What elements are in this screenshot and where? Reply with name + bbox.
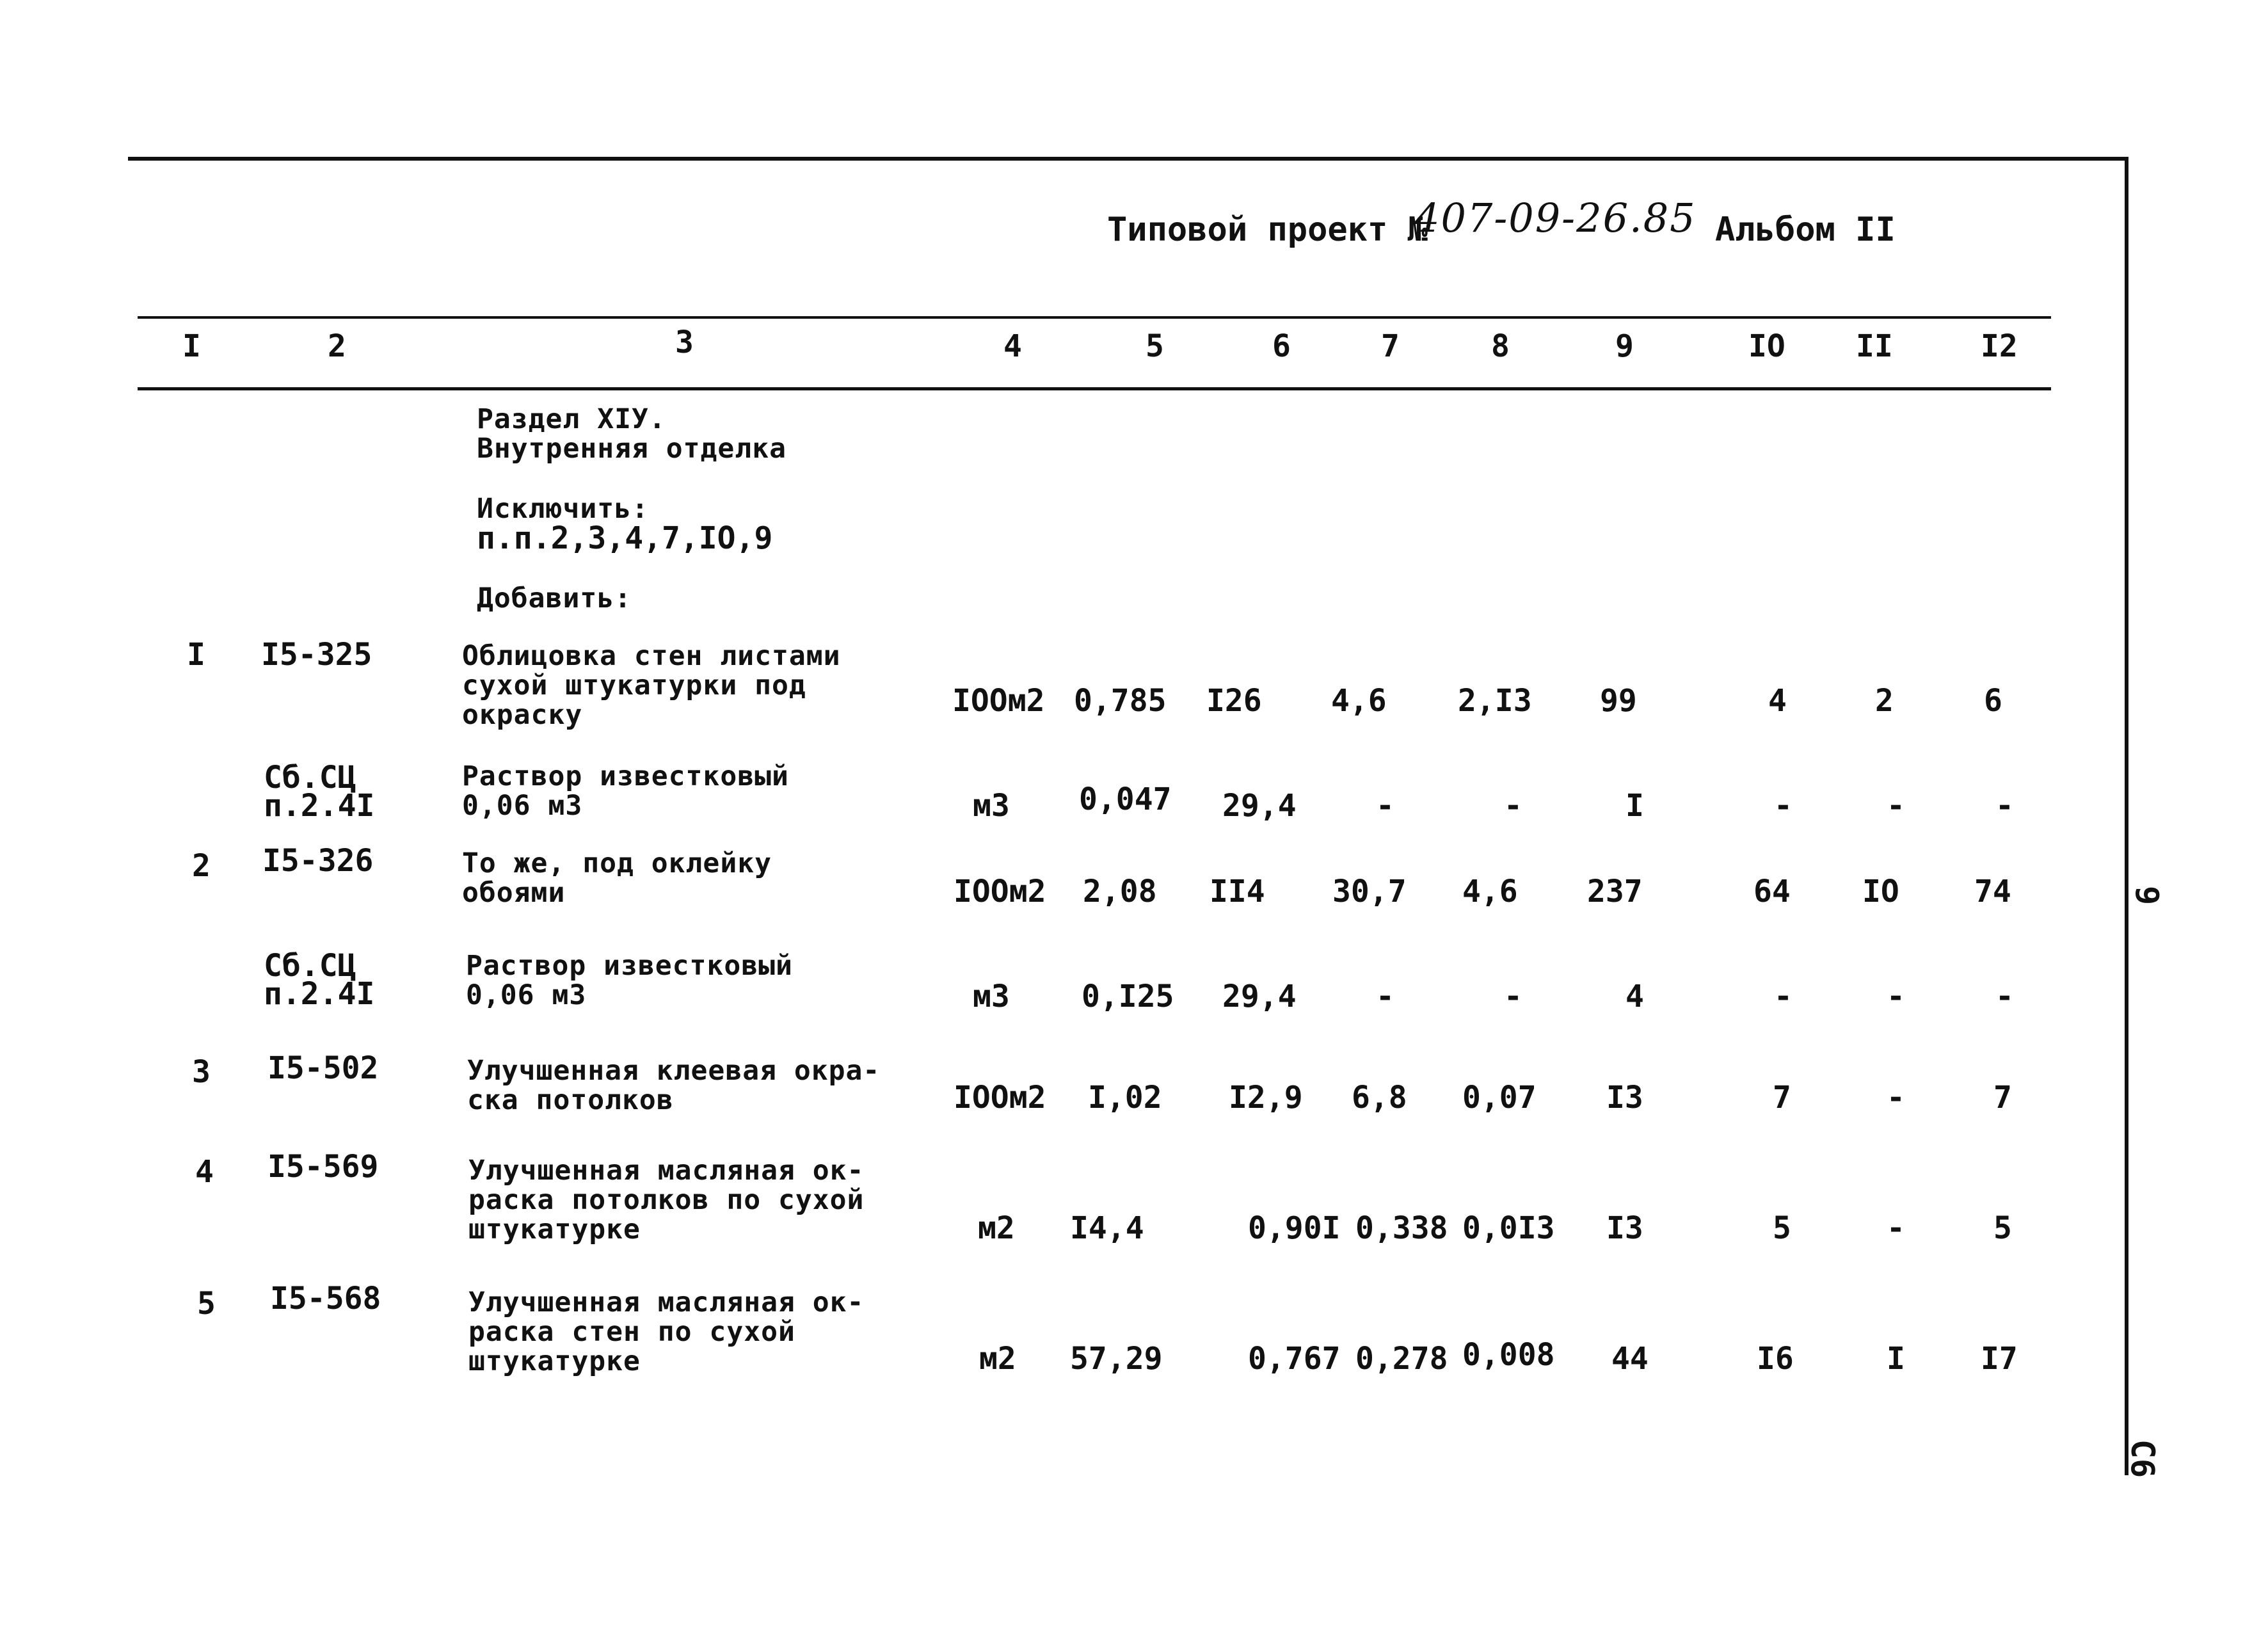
work-description-line: раска стен по сухой xyxy=(468,1316,795,1348)
col9-value: 99 xyxy=(1600,683,1637,719)
col7-value: 30,7 xyxy=(1332,874,1407,909)
unit: м2 xyxy=(979,1341,1016,1377)
col8-value: 0,07 xyxy=(1462,1080,1537,1116)
col12-value: - xyxy=(1995,788,2014,824)
table-header-bottom-line xyxy=(138,387,2051,390)
norm-code: п.2.4I xyxy=(264,976,375,1012)
col11-value: - xyxy=(1887,788,1905,824)
col8-value: 0,008 xyxy=(1462,1337,1555,1373)
work-description-line: ска потолков xyxy=(467,1084,674,1116)
norm-code: I5-326 xyxy=(262,843,374,879)
row-number: I xyxy=(187,637,205,673)
work-description-line: обоями xyxy=(462,877,566,909)
col11-value: - xyxy=(1887,1210,1905,1246)
work-description-line: Раствор известковый xyxy=(462,760,789,792)
col6-value: I26 xyxy=(1206,683,1262,719)
col11-value: - xyxy=(1887,1080,1905,1116)
section-title: Раздел XIУ. xyxy=(477,403,666,435)
quantity: I4,4 xyxy=(1070,1210,1144,1246)
margin-fragment: С6 xyxy=(2124,1439,2162,1478)
norm-code: I5-502 xyxy=(268,1050,379,1086)
col6-value: 0,767 xyxy=(1248,1341,1341,1377)
col11-value: 2 xyxy=(1875,683,1894,719)
section-subtitle: Внутренняя отделка xyxy=(477,433,787,465)
col6-value: I2,9 xyxy=(1229,1080,1303,1116)
norm-code: п.2.4I xyxy=(264,788,375,824)
unit: IOOм2 xyxy=(954,1080,1046,1116)
project-number: 407-09-26.85 xyxy=(1414,195,1697,241)
col6-value: II4 xyxy=(1210,874,1265,909)
work-description-line: Улучшенная клеевая окра- xyxy=(467,1055,881,1087)
work-description-line: То же, под оклейку xyxy=(462,847,772,879)
column-number: 9 xyxy=(1615,328,1634,364)
col12-value: 6 xyxy=(1984,683,2002,719)
work-description-line: Облицовка стен листами xyxy=(462,640,841,672)
col10-value: 64 xyxy=(1753,874,1791,909)
column-number: 2 xyxy=(328,328,346,364)
exclude-label: Исключить: xyxy=(477,493,649,525)
work-description-line: 0,06 м3 xyxy=(462,790,583,822)
col9-value: 44 xyxy=(1611,1341,1649,1377)
norm-code: I5-569 xyxy=(268,1149,379,1185)
add-label: Добавить: xyxy=(477,582,632,614)
work-description-line: Улучшенная масляная ок- xyxy=(468,1286,865,1318)
column-number: 5 xyxy=(1146,328,1164,364)
col10-value: 4 xyxy=(1768,683,1787,719)
column-number: 4 xyxy=(1003,328,1022,364)
top-border-line xyxy=(128,157,2128,161)
unit: IOOм2 xyxy=(952,683,1045,719)
row-number: 3 xyxy=(192,1054,211,1090)
work-description-line: раска потолков по сухой xyxy=(468,1184,865,1216)
col10-value: - xyxy=(1774,788,1793,824)
column-number: I xyxy=(182,328,201,364)
col8-value: 4,6 xyxy=(1462,874,1518,909)
col8-value: 0,0I3 xyxy=(1462,1210,1555,1246)
work-description-line: штукатурке xyxy=(468,1345,641,1377)
col7-value: 0,338 xyxy=(1355,1210,1448,1246)
unit: м3 xyxy=(973,979,1010,1014)
exclude-items: п.п.2,3,4,7,IO,9 xyxy=(477,520,773,556)
row-number: 4 xyxy=(195,1154,214,1190)
unit: IOOм2 xyxy=(954,874,1046,909)
col7-value: - xyxy=(1376,788,1394,824)
work-description-line: штукатурке xyxy=(468,1213,641,1245)
right-border-line xyxy=(2125,157,2128,1475)
col12-value: 74 xyxy=(1974,874,2011,909)
column-number: I2 xyxy=(1981,328,2018,364)
col9-value: 237 xyxy=(1587,874,1643,909)
column-number: 8 xyxy=(1491,328,1510,364)
col6-value: 29,4 xyxy=(1222,788,1297,824)
quantity: 2,08 xyxy=(1083,874,1157,909)
col9-value: I3 xyxy=(1606,1080,1643,1116)
quantity: 0,047 xyxy=(1079,781,1172,817)
project-label: Типовой проект № xyxy=(1107,211,1428,249)
col10-value: 7 xyxy=(1773,1080,1791,1116)
col11-value: I xyxy=(1887,1341,1905,1377)
norm-code: I5-568 xyxy=(270,1281,381,1317)
quantity: 0,785 xyxy=(1074,683,1167,719)
quantity: 0,I25 xyxy=(1082,979,1174,1014)
col8-value: 2,I3 xyxy=(1458,683,1532,719)
col7-value: - xyxy=(1376,979,1394,1014)
col12-value: 5 xyxy=(1993,1210,2012,1246)
col11-value: IO xyxy=(1862,874,1899,909)
col9-value: 4 xyxy=(1625,979,1644,1014)
col9-value: I xyxy=(1625,788,1644,824)
col7-value: 4,6 xyxy=(1331,683,1387,719)
col11-value: - xyxy=(1887,979,1905,1014)
column-number: 6 xyxy=(1272,328,1291,364)
norm-code: Сб.СЦ xyxy=(264,760,356,796)
work-description-line: 0,06 м3 xyxy=(466,979,587,1011)
work-description-line: Улучшенная масляная ок- xyxy=(468,1155,865,1187)
unit: м3 xyxy=(973,788,1010,824)
col12-value: I7 xyxy=(1981,1341,2018,1377)
work-description-line: сухой штукатурки под xyxy=(462,669,806,701)
work-description-line: Раствор известковый xyxy=(466,950,793,982)
quantity: I,02 xyxy=(1088,1080,1162,1116)
column-number: II xyxy=(1856,328,1893,364)
col10-value: I6 xyxy=(1757,1341,1794,1377)
col10-value: 5 xyxy=(1773,1210,1791,1246)
row-number: 2 xyxy=(192,848,211,884)
unit: м2 xyxy=(978,1210,1015,1246)
work-description-line: окраску xyxy=(462,699,583,731)
col12-value: - xyxy=(1995,979,2014,1014)
col12-value: 7 xyxy=(1993,1080,2012,1116)
quantity: 57,29 xyxy=(1070,1341,1163,1377)
col9-value: I3 xyxy=(1606,1210,1643,1246)
col8-value: - xyxy=(1504,979,1522,1014)
col8-value: - xyxy=(1504,788,1522,824)
col7-value: 6,8 xyxy=(1352,1080,1407,1116)
col6-value: 29,4 xyxy=(1222,979,1297,1014)
album-label: Альбом II xyxy=(1715,211,1896,249)
row-number: 5 xyxy=(197,1286,216,1322)
table-header-top-line xyxy=(138,316,2051,319)
col6-value: 0,90I xyxy=(1248,1210,1341,1246)
col7-value: 0,278 xyxy=(1355,1341,1448,1377)
norm-code: Сб.СЦ xyxy=(264,948,356,984)
column-number: 3 xyxy=(675,324,694,360)
page-number: 9 xyxy=(2128,885,2166,906)
norm-code: I5-325 xyxy=(261,637,372,673)
column-number: 7 xyxy=(1381,328,1400,364)
column-number: IO xyxy=(1748,328,1785,364)
col10-value: - xyxy=(1774,979,1793,1014)
